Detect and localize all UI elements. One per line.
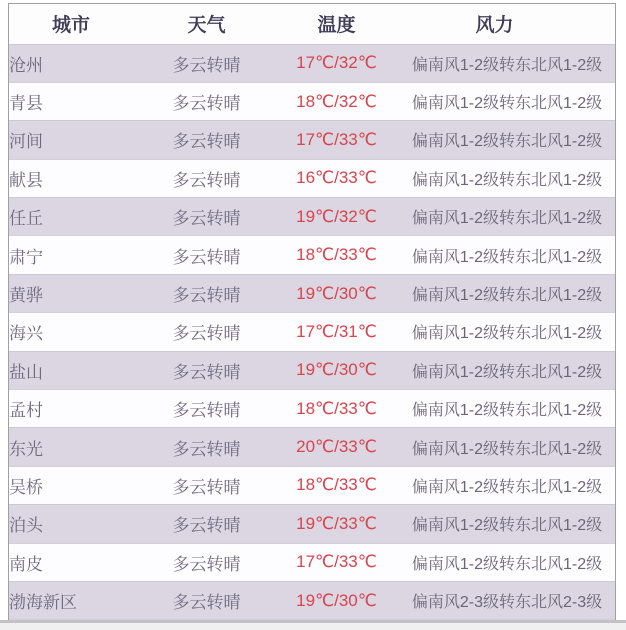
weather-cell: 多云转晴: [172, 247, 241, 267]
wind-cell: 偏南风1-2级转东北风1-2级: [411, 363, 603, 381]
weather-cell: 多云转晴: [172, 286, 241, 306]
city-cell: 黄骅: [9, 286, 43, 306]
temperature-cell: 19℃/30℃: [296, 283, 377, 303]
weather-cell: 多云转晴: [172, 362, 241, 382]
wind-cell: 偏南风1-2级转东北风1-2级: [411, 210, 603, 228]
temperature-cell: 19℃/30℃: [296, 360, 377, 380]
table-row: [9, 274, 615, 312]
city-cell: 献县: [9, 170, 43, 190]
table-row: [9, 82, 615, 120]
weather-cell: 多云转晴: [172, 209, 241, 229]
table-row: [9, 351, 615, 389]
wind-cell: 偏南风1-2级转东北风1-2级: [411, 95, 603, 113]
table-row: [9, 313, 615, 351]
temperature-cell: 18℃/33℃: [296, 245, 377, 265]
table-row: [9, 390, 615, 428]
column-header-city: 城市: [52, 15, 91, 37]
wind-cell: 偏南风2-3级转东北风2-3级: [411, 594, 603, 612]
city-cell: 渤海新区: [9, 593, 77, 613]
wind-cell: 偏南风1-2级转东北风1-2级: [411, 402, 603, 420]
city-cell: 河间: [9, 132, 43, 152]
weather-cell: 多云转晴: [172, 401, 241, 421]
table-row: [9, 543, 615, 581]
weather-cell: 多云转晴: [172, 516, 241, 536]
wind-cell: 偏南风1-2级转东北风1-2级: [411, 478, 603, 496]
table-row: [9, 581, 615, 619]
temperature-cell: 17℃/33℃: [296, 552, 377, 572]
temperature-cell: 19℃/30℃: [296, 590, 377, 610]
table-row: [9, 236, 615, 274]
city-cell: 沧州: [9, 55, 43, 75]
table-row: [9, 466, 615, 504]
city-cell: 海兴: [9, 324, 43, 344]
temperature-cell: 17℃/32℃: [296, 53, 377, 73]
temperature-cell: 16℃/33℃: [296, 168, 377, 188]
weather-table-frame: [8, 3, 616, 621]
weather-cell: 多云转晴: [172, 94, 241, 114]
wind-cell: 偏南风1-2级转东北风1-2级: [411, 56, 603, 74]
weather-cell: 多云转晴: [172, 554, 241, 574]
wind-cell: 偏南风1-2级转东北风1-2级: [411, 248, 603, 266]
wind-cell: 偏南风1-2级转东北风1-2级: [411, 555, 603, 573]
table-row: [9, 505, 615, 543]
temperature-cell: 19℃/33℃: [296, 513, 377, 533]
wind-cell: 偏南风1-2级转东北风1-2级: [411, 517, 603, 535]
temperature-cell: 18℃/32℃: [296, 91, 377, 111]
weather-cell: 多云转晴: [172, 593, 241, 613]
column-header-weather: 天气: [187, 15, 226, 37]
temperature-cell: 17℃/33℃: [296, 129, 377, 149]
wind-cell: 偏南风1-2级转东北风1-2级: [411, 325, 603, 343]
table-row: [9, 121, 615, 159]
weather-cell: 多云转晴: [172, 324, 241, 344]
weather-cell: 多云转晴: [172, 170, 241, 190]
table-row: [9, 198, 615, 236]
temperature-cell: 19℃/32℃: [296, 206, 377, 226]
table-header-row: [9, 4, 615, 44]
temperature-cell: 20℃/33℃: [296, 437, 377, 457]
city-cell: 孟村: [9, 401, 43, 421]
city-cell: 青县: [9, 94, 43, 114]
table-row: [9, 44, 615, 82]
weather-cell: 多云转晴: [172, 477, 241, 497]
city-cell: 吴桥: [9, 477, 43, 497]
temperature-cell: 18℃/33℃: [296, 475, 377, 495]
city-cell: 泊头: [9, 516, 43, 536]
temperature-cell: 18℃/33℃: [296, 398, 377, 418]
weather-cell: 多云转晴: [172, 132, 241, 152]
wind-cell: 偏南风1-2级转东北风1-2级: [411, 440, 603, 458]
weather-table: [9, 4, 615, 620]
city-cell: 盐山: [9, 362, 43, 382]
table-row: [9, 428, 615, 466]
wind-cell: 偏南风1-2级转东北风1-2级: [411, 171, 603, 189]
column-header-temperature: 温度: [317, 15, 356, 37]
column-header-wind: 风力: [475, 15, 514, 37]
city-cell: 任丘: [9, 209, 43, 229]
weather-cell: 多云转晴: [172, 439, 241, 459]
city-cell: 东光: [9, 439, 43, 459]
wind-cell: 偏南风1-2级转东北风1-2级: [411, 133, 603, 151]
photo-bottom-strip: [0, 623, 626, 630]
city-cell: 肃宁: [9, 247, 43, 267]
table-row: [9, 159, 615, 197]
temperature-cell: 17℃/31℃: [296, 321, 377, 341]
weather-cell: 多云转晴: [172, 55, 241, 75]
wind-cell: 偏南风1-2级转东北风1-2级: [411, 287, 603, 305]
city-cell: 南皮: [9, 554, 43, 574]
